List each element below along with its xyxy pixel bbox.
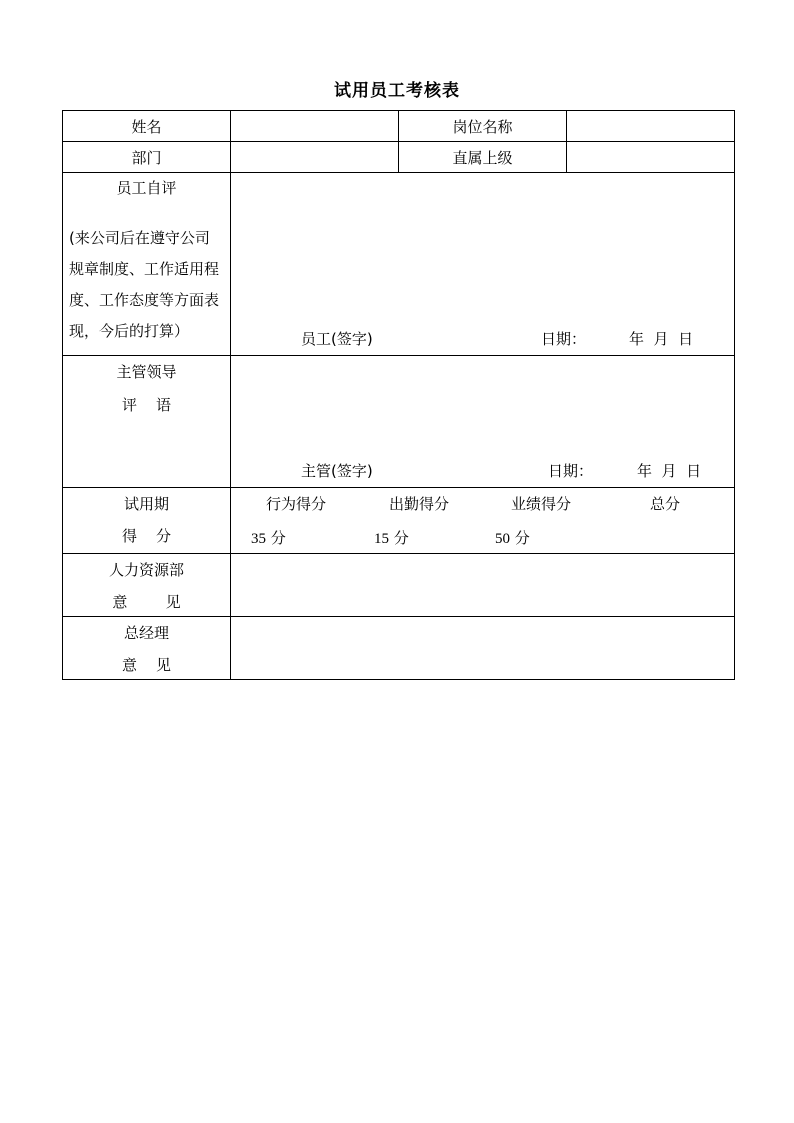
attendance-score-value <box>374 527 409 548</box>
supervisor-eval-label-cell <box>63 356 231 488</box>
employee-sign-label: 员工(签字) <box>301 330 373 348</box>
row-supervisor-eval <box>63 356 735 488</box>
gm-label-cell <box>63 617 231 680</box>
self-eval-date-ymd: 年 月 日 <box>629 330 694 348</box>
position-field[interactable] <box>567 111 735 142</box>
behavior-score-unit: 分 <box>270 529 286 547</box>
self-eval-note <box>63 223 225 347</box>
hr-label-cell <box>63 554 231 617</box>
self-eval-label: 员工自评 <box>116 179 177 197</box>
row-self-eval <box>63 173 735 356</box>
self-eval-note-line: (来公司后在遵守公司 <box>69 229 210 247</box>
supervisor-eval-label-line1: 主管领导 <box>116 363 177 381</box>
supervisor-label: 直属上级 <box>399 142 567 173</box>
attendance-score-number: 15 <box>374 531 389 547</box>
dept-label: 部门 <box>63 142 231 173</box>
supervisor-field[interactable] <box>567 142 735 173</box>
gm-opinion-field[interactable] <box>231 617 735 680</box>
probation-score-cell[interactable] <box>231 488 735 554</box>
hr-opinion-field[interactable] <box>231 554 735 617</box>
self-eval-content-cell[interactable] <box>231 173 735 356</box>
behavior-score-number: 35 <box>251 531 266 547</box>
performance-score-unit: 分 <box>514 529 530 547</box>
hr-label-line2: 意 见 <box>112 593 181 611</box>
name-field[interactable] <box>231 111 399 142</box>
row-hr-opinion <box>63 554 735 617</box>
supervisor-sign-label: 主管(签字) <box>301 462 373 480</box>
name-label: 姓名 <box>63 111 231 142</box>
self-eval-note-line: 规章制度、工作适用程 <box>69 260 220 278</box>
row-probation-score <box>63 488 735 554</box>
row-dept-supervisor <box>63 142 735 173</box>
self-eval-note-line: 度、工作态度等方面表 <box>69 291 220 309</box>
behavior-score-header: 行为得分 <box>266 495 327 513</box>
performance-score-value <box>495 527 530 548</box>
self-eval-note-line: 现，今后的打算） <box>69 322 190 340</box>
performance-score-number: 50 <box>495 531 510 547</box>
row-gm-opinion <box>63 617 735 680</box>
self-eval-label-cell <box>63 173 231 356</box>
total-score-header: 总分 <box>650 495 681 513</box>
attendance-score-unit: 分 <box>393 529 409 547</box>
supervisor-eval-date-ymd: 年 月 日 <box>637 462 702 480</box>
gm-label-line1: 总经理 <box>123 624 169 642</box>
probation-label-line2: 得 分 <box>121 527 172 545</box>
position-label: 岗位名称 <box>399 111 567 142</box>
row-name-position <box>63 111 735 142</box>
evaluation-form-table <box>62 110 735 680</box>
self-eval-date-label: 日期： <box>541 330 587 348</box>
supervisor-eval-content-cell[interactable] <box>231 356 735 488</box>
dept-field[interactable] <box>231 142 399 173</box>
hr-label-line1: 人力资源部 <box>108 561 184 579</box>
behavior-score-value <box>251 527 286 548</box>
supervisor-eval-label-line2: 评 语 <box>121 396 172 414</box>
gm-label-line2: 意 见 <box>121 656 172 674</box>
probation-label-cell <box>63 488 231 554</box>
form-title: 试用员工考核表 <box>334 81 460 101</box>
performance-score-header: 业绩得分 <box>511 495 572 513</box>
attendance-score-header: 出勤得分 <box>389 495 450 513</box>
probation-label-line1: 试用期 <box>123 495 169 513</box>
supervisor-eval-date-label: 日期： <box>548 462 594 480</box>
